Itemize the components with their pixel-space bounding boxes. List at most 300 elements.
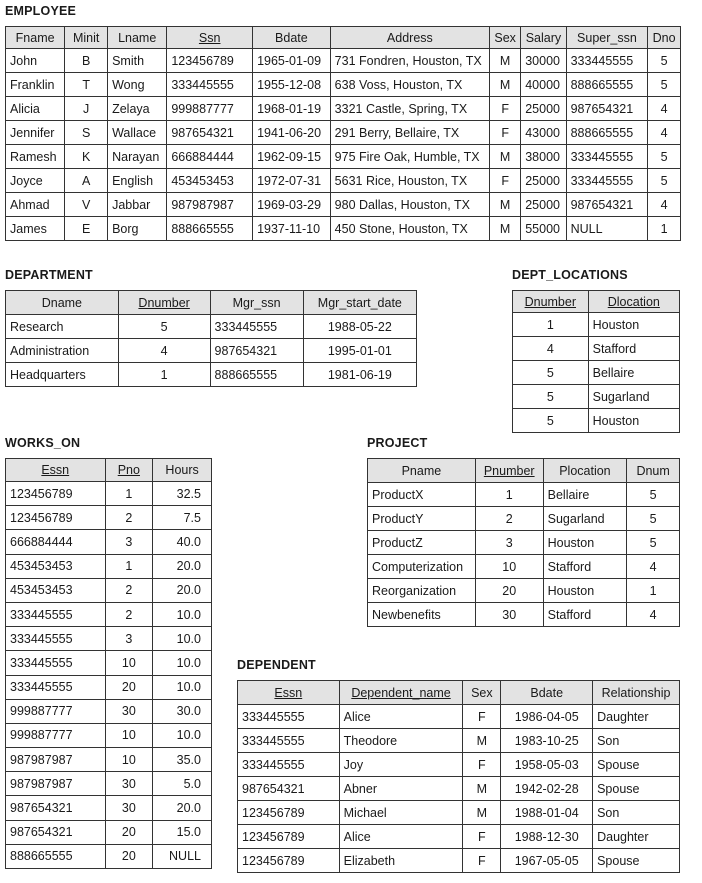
- project-row: [368, 507, 680, 531]
- dependent-cell: 1983-10-25: [501, 729, 593, 753]
- works-on-row: [6, 772, 212, 796]
- employee-cell: 333445555: [566, 49, 648, 73]
- employee-cell: 333445555: [167, 73, 253, 97]
- project-cell: 2: [475, 507, 543, 531]
- project-cell: ProductX: [368, 483, 476, 507]
- employee-cell: John: [6, 49, 65, 73]
- dependent-row: [238, 801, 680, 825]
- department-cell: Administration: [6, 339, 119, 363]
- dept-locations-cell: Houston: [588, 313, 679, 337]
- works-on-row: [6, 554, 212, 578]
- dependent-cell: 333445555: [238, 729, 340, 753]
- department-cell: 888665555: [210, 363, 303, 387]
- employee-cell: V: [65, 193, 108, 217]
- works-on-cell: 10: [105, 651, 153, 675]
- project-cell: 4: [627, 555, 680, 579]
- employee-cell: 4: [648, 121, 681, 145]
- dependent-row: [238, 753, 680, 777]
- dependent-cell: 1988-12-30: [501, 825, 593, 849]
- employee-cell: 1968-01-19: [253, 97, 331, 121]
- dept-locations-title: DEPT_LOCATIONS: [512, 268, 628, 282]
- works-on-cell: 2: [105, 602, 153, 626]
- works-on-cell: 10.0: [153, 602, 212, 626]
- employee-cell: 999887777: [167, 97, 253, 121]
- project-cell: Sugarland: [543, 507, 627, 531]
- dependent-cell: 123456789: [238, 801, 340, 825]
- dependent-cell: F: [463, 825, 501, 849]
- employee-cell: Borg: [108, 217, 167, 241]
- works-on-row: [6, 627, 212, 651]
- dept-locations-cell: 5: [513, 409, 589, 433]
- project-cell: 5: [627, 531, 680, 555]
- works-on-cell: 987987987: [6, 772, 106, 796]
- project-cell: Houston: [543, 579, 627, 603]
- employee-cell: 38000: [521, 145, 566, 169]
- works-on-row: [6, 844, 212, 868]
- works-on-table: [5, 458, 212, 869]
- works-on-cell: 5.0: [153, 772, 212, 796]
- employee-column-header: Dno: [648, 27, 681, 49]
- dependent-cell: Alice: [339, 825, 463, 849]
- works-on-cell: 30: [105, 699, 153, 723]
- dependent-title: DEPENDENT: [237, 658, 316, 672]
- dependent-row: [238, 705, 680, 729]
- dependent-cell: 1988-01-04: [501, 801, 593, 825]
- project-cell: Bellaire: [543, 483, 627, 507]
- employee-cell: 30000: [521, 49, 566, 73]
- department-title: DEPARTMENT: [5, 268, 93, 282]
- department-table: [5, 290, 417, 387]
- works-on-cell: 123456789: [6, 482, 106, 506]
- department-cell: Headquarters: [6, 363, 119, 387]
- dependent-cell: Alice: [339, 705, 463, 729]
- employee-row: [6, 217, 681, 241]
- project-cell: 5: [627, 483, 680, 507]
- dept-locations-cell: 5: [513, 361, 589, 385]
- employee-table: [5, 26, 681, 241]
- employee-cell: M: [490, 49, 521, 73]
- works-on-cell: 30: [105, 796, 153, 820]
- works-on-row: [6, 602, 212, 626]
- works-on-title: WORKS_ON: [5, 436, 81, 450]
- project-cell: 1: [627, 579, 680, 603]
- works-on-cell: 3: [105, 627, 153, 651]
- employee-column-header: Bdate: [253, 27, 331, 49]
- employee-cell: Zelaya: [108, 97, 167, 121]
- works-on-cell: 453453453: [6, 578, 106, 602]
- project-cell: 3: [475, 531, 543, 555]
- dependent-cell: 1942-02-28: [501, 777, 593, 801]
- employee-cell: Franklin: [6, 73, 65, 97]
- employee-header-row: [6, 27, 681, 49]
- employee-cell: 1965-01-09: [253, 49, 331, 73]
- employee-cell: 55000: [521, 217, 566, 241]
- works-on-cell: 20: [105, 844, 153, 868]
- dept-locations-row: [513, 337, 680, 361]
- employee-cell: S: [65, 121, 108, 145]
- project-column-header: Dnum: [627, 459, 680, 483]
- dept-locations-cell: 4: [513, 337, 589, 361]
- employee-cell: 450 Stone, Houston, TX: [330, 217, 489, 241]
- employee-cell: 25000: [521, 169, 566, 193]
- dependent-cell: Daughter: [593, 825, 680, 849]
- dependent-cell: Daughter: [593, 705, 680, 729]
- project-cell: 20: [475, 579, 543, 603]
- dept-locations-table: [512, 290, 680, 433]
- employee-cell: E: [65, 217, 108, 241]
- department-cell: 1988-05-22: [303, 315, 416, 339]
- employee-row: [6, 145, 681, 169]
- project-row: [368, 579, 680, 603]
- department-column-header: Mgr_start_date: [303, 291, 416, 315]
- employee-cell: F: [490, 97, 521, 121]
- project-row: [368, 483, 680, 507]
- employee-cell: 1937-11-10: [253, 217, 331, 241]
- employee-cell: 43000: [521, 121, 566, 145]
- works-on-cell: 1: [105, 554, 153, 578]
- works-on-cell: 35.0: [153, 748, 212, 772]
- dependent-row: [238, 777, 680, 801]
- works-on-cell: 15.0: [153, 820, 212, 844]
- dept-locations-row: [513, 361, 680, 385]
- works-on-cell: 20: [105, 820, 153, 844]
- works-on-cell: 20.0: [153, 796, 212, 820]
- dept-locations-column-header: Dlocation: [588, 291, 679, 313]
- department-row: [6, 339, 417, 363]
- works-on-row: [6, 578, 212, 602]
- department-column-header: Dname: [6, 291, 119, 315]
- employee-title: EMPLOYEE: [5, 4, 77, 18]
- works-on-row: [6, 506, 212, 530]
- works-on-row: [6, 796, 212, 820]
- project-cell: 5: [627, 507, 680, 531]
- project-cell: Stafford: [543, 555, 627, 579]
- works-on-cell: 333445555: [6, 651, 106, 675]
- employee-cell: 888665555: [566, 121, 648, 145]
- employee-cell: 1: [648, 217, 681, 241]
- works-on-cell: 40.0: [153, 530, 212, 554]
- employee-column-header: Salary: [521, 27, 566, 49]
- employee-column-header: Lname: [108, 27, 167, 49]
- dept-locations-column-header: Dnumber: [513, 291, 589, 313]
- works-on-cell: NULL: [153, 844, 212, 868]
- employee-cell: T: [65, 73, 108, 97]
- project-row: [368, 555, 680, 579]
- employee-cell: M: [490, 193, 521, 217]
- employee-column-header: Address: [330, 27, 489, 49]
- employee-cell: 5: [648, 49, 681, 73]
- employee-cell: Wallace: [108, 121, 167, 145]
- department-row: [6, 363, 417, 387]
- works-on-cell: 666884444: [6, 530, 106, 554]
- project-cell: 1: [475, 483, 543, 507]
- employee-cell: 888665555: [566, 73, 648, 97]
- dependent-cell: Spouse: [593, 753, 680, 777]
- works-on-cell: 987987987: [6, 748, 106, 772]
- dependent-table: [237, 680, 680, 873]
- dependent-cell: F: [463, 705, 501, 729]
- dependent-column-header: Relationship: [593, 681, 680, 705]
- employee-cell: 123456789: [167, 49, 253, 73]
- works-on-cell: 10.0: [153, 627, 212, 651]
- dependent-cell: Abner: [339, 777, 463, 801]
- works-on-cell: 30: [105, 772, 153, 796]
- employee-cell: J: [65, 97, 108, 121]
- dept-locations-row: [513, 313, 680, 337]
- employee-cell: F: [490, 121, 521, 145]
- project-cell: 4: [627, 603, 680, 627]
- works-on-header-row: [6, 459, 212, 482]
- employee-cell: 888665555: [167, 217, 253, 241]
- dependent-column-header: Dependent_name: [339, 681, 463, 705]
- dependent-cell: Son: [593, 801, 680, 825]
- department-cell: Research: [6, 315, 119, 339]
- employee-cell: 5: [648, 145, 681, 169]
- dependent-cell: M: [463, 777, 501, 801]
- works-on-cell: 987654321: [6, 820, 106, 844]
- department-cell: 1981-06-19: [303, 363, 416, 387]
- project-cell: Computerization: [368, 555, 476, 579]
- employee-cell: 638 Voss, Houston, TX: [330, 73, 489, 97]
- employee-row: [6, 169, 681, 193]
- dependent-cell: 1967-05-05: [501, 849, 593, 873]
- works-on-row: [6, 820, 212, 844]
- employee-column-header: Sex: [490, 27, 521, 49]
- employee-cell: M: [490, 73, 521, 97]
- dependent-cell: 333445555: [238, 705, 340, 729]
- employee-cell: 987654321: [566, 193, 648, 217]
- employee-column-header: Fname: [6, 27, 65, 49]
- works-on-row: [6, 723, 212, 747]
- department-header-row: [6, 291, 417, 315]
- employee-cell: 3321 Castle, Spring, TX: [330, 97, 489, 121]
- dept-locations-header-row: [513, 291, 680, 313]
- dependent-cell: Spouse: [593, 849, 680, 873]
- employee-cell: 1972-07-31: [253, 169, 331, 193]
- project-column-header: Pnumber: [475, 459, 543, 483]
- employee-cell: James: [6, 217, 65, 241]
- employee-cell: Joyce: [6, 169, 65, 193]
- dependent-cell: 123456789: [238, 825, 340, 849]
- works-on-cell: 3: [105, 530, 153, 554]
- department-cell: 333445555: [210, 315, 303, 339]
- dependent-header-row: [238, 681, 680, 705]
- employee-cell: 1941-06-20: [253, 121, 331, 145]
- dependent-cell: F: [463, 753, 501, 777]
- dept-locations-cell: Stafford: [588, 337, 679, 361]
- works-on-cell: 2: [105, 578, 153, 602]
- dependent-cell: 1958-05-03: [501, 753, 593, 777]
- works-on-column-header: Pno: [105, 459, 153, 482]
- works-on-row: [6, 651, 212, 675]
- employee-cell: 987654321: [167, 121, 253, 145]
- employee-cell: 5: [648, 169, 681, 193]
- department-cell: 4: [118, 339, 210, 363]
- employee-cell: 333445555: [566, 145, 648, 169]
- works-on-cell: 987654321: [6, 796, 106, 820]
- project-cell: 10: [475, 555, 543, 579]
- employee-cell: F: [490, 169, 521, 193]
- works-on-cell: 20: [105, 675, 153, 699]
- department-cell: 1: [118, 363, 210, 387]
- dependent-column-header: Sex: [463, 681, 501, 705]
- works-on-cell: 10.0: [153, 723, 212, 747]
- employee-cell: Jennifer: [6, 121, 65, 145]
- dept-locations-row: [513, 409, 680, 433]
- employee-cell: NULL: [566, 217, 648, 241]
- dependent-column-header: Bdate: [501, 681, 593, 705]
- works-on-cell: 999887777: [6, 699, 106, 723]
- project-header-row: [368, 459, 680, 483]
- dependent-cell: Theodore: [339, 729, 463, 753]
- employee-cell: 980 Dallas, Houston, TX: [330, 193, 489, 217]
- project-table: [367, 458, 680, 627]
- works-on-cell: 30.0: [153, 699, 212, 723]
- employee-cell: 987987987: [167, 193, 253, 217]
- works-on-row: [6, 748, 212, 772]
- employee-row: [6, 49, 681, 73]
- employee-cell: A: [65, 169, 108, 193]
- employee-cell: Ahmad: [6, 193, 65, 217]
- employee-cell: Alicia: [6, 97, 65, 121]
- employee-row: [6, 193, 681, 217]
- employee-cell: 731 Fondren, Houston, TX: [330, 49, 489, 73]
- dept-locations-cell: Bellaire: [588, 361, 679, 385]
- project-title: PROJECT: [367, 436, 428, 450]
- employee-cell: 1969-03-29: [253, 193, 331, 217]
- employee-cell: 1962-09-15: [253, 145, 331, 169]
- works-on-row: [6, 482, 212, 506]
- dependent-cell: 333445555: [238, 753, 340, 777]
- project-row: [368, 531, 680, 555]
- dept-locations-row: [513, 385, 680, 409]
- dept-locations-cell: Houston: [588, 409, 679, 433]
- employee-cell: Ramesh: [6, 145, 65, 169]
- works-on-cell: 999887777: [6, 723, 106, 747]
- dependent-row: [238, 729, 680, 753]
- works-on-cell: 10: [105, 723, 153, 747]
- dependent-row: [238, 825, 680, 849]
- department-column-header: Dnumber: [118, 291, 210, 315]
- employee-cell: 25000: [521, 193, 566, 217]
- dept-locations-cell: Sugarland: [588, 385, 679, 409]
- project-cell: ProductZ: [368, 531, 476, 555]
- works-on-cell: 10: [105, 748, 153, 772]
- employee-cell: 25000: [521, 97, 566, 121]
- department-cell: 1995-01-01: [303, 339, 416, 363]
- employee-column-header: Minit: [65, 27, 108, 49]
- employee-row: [6, 121, 681, 145]
- employee-cell: 4: [648, 97, 681, 121]
- dependent-cell: Son: [593, 729, 680, 753]
- dependent-cell: 987654321: [238, 777, 340, 801]
- employee-row: [6, 73, 681, 97]
- works-on-cell: 32.5: [153, 482, 212, 506]
- department-row: [6, 315, 417, 339]
- employee-cell: 666884444: [167, 145, 253, 169]
- project-column-header: Pname: [368, 459, 476, 483]
- employee-cell: B: [65, 49, 108, 73]
- employee-cell: 4: [648, 193, 681, 217]
- dependent-cell: Michael: [339, 801, 463, 825]
- works-on-cell: 123456789: [6, 506, 106, 530]
- employee-cell: 333445555: [566, 169, 648, 193]
- dependent-cell: Joy: [339, 753, 463, 777]
- employee-cell: 5: [648, 73, 681, 97]
- works-on-cell: 10.0: [153, 651, 212, 675]
- dependent-cell: M: [463, 801, 501, 825]
- works-on-cell: 333445555: [6, 675, 106, 699]
- works-on-cell: 1: [105, 482, 153, 506]
- employee-cell: 5631 Rice, Houston, TX: [330, 169, 489, 193]
- dependent-cell: 1986-04-05: [501, 705, 593, 729]
- project-cell: Reorganization: [368, 579, 476, 603]
- employee-cell: Smith: [108, 49, 167, 73]
- dependent-cell: Elizabeth: [339, 849, 463, 873]
- project-row: [368, 603, 680, 627]
- employee-column-header: Ssn: [167, 27, 253, 49]
- works-on-row: [6, 530, 212, 554]
- works-on-cell: 2: [105, 506, 153, 530]
- works-on-cell: 20.0: [153, 578, 212, 602]
- works-on-cell: 333445555: [6, 627, 106, 651]
- department-cell: 5: [118, 315, 210, 339]
- employee-cell: Jabbar: [108, 193, 167, 217]
- employee-cell: 291 Berry, Bellaire, TX: [330, 121, 489, 145]
- employee-cell: K: [65, 145, 108, 169]
- works-on-cell: 10.0: [153, 675, 212, 699]
- works-on-column-header: Hours: [153, 459, 212, 482]
- employee-row: [6, 97, 681, 121]
- dependent-cell: M: [463, 729, 501, 753]
- project-cell: Stafford: [543, 603, 627, 627]
- department-column-header: Mgr_ssn: [210, 291, 303, 315]
- works-on-column-header: Essn: [6, 459, 106, 482]
- works-on-cell: 333445555: [6, 602, 106, 626]
- employee-cell: 453453453: [167, 169, 253, 193]
- works-on-cell: 453453453: [6, 554, 106, 578]
- works-on-cell: 20.0: [153, 554, 212, 578]
- employee-cell: Wong: [108, 73, 167, 97]
- employee-cell: English: [108, 169, 167, 193]
- dependent-column-header: Essn: [238, 681, 340, 705]
- works-on-cell: 7.5: [153, 506, 212, 530]
- employee-cell: 40000: [521, 73, 566, 97]
- project-column-header: Plocation: [543, 459, 627, 483]
- employee-column-header: Super_ssn: [566, 27, 648, 49]
- dept-locations-cell: 1: [513, 313, 589, 337]
- employee-cell: 1955-12-08: [253, 73, 331, 97]
- dependent-row: [238, 849, 680, 873]
- project-cell: Houston: [543, 531, 627, 555]
- project-cell: Newbenefits: [368, 603, 476, 627]
- employee-cell: Narayan: [108, 145, 167, 169]
- works-on-row: [6, 675, 212, 699]
- works-on-cell: 888665555: [6, 844, 106, 868]
- dept-locations-cell: 5: [513, 385, 589, 409]
- dependent-cell: F: [463, 849, 501, 873]
- employee-cell: 987654321: [566, 97, 648, 121]
- employee-cell: M: [490, 217, 521, 241]
- dependent-cell: Spouse: [593, 777, 680, 801]
- department-cell: 987654321: [210, 339, 303, 363]
- project-cell: ProductY: [368, 507, 476, 531]
- project-cell: 30: [475, 603, 543, 627]
- dependent-cell: 123456789: [238, 849, 340, 873]
- employee-cell: 975 Fire Oak, Humble, TX: [330, 145, 489, 169]
- employee-cell: M: [490, 145, 521, 169]
- works-on-row: [6, 699, 212, 723]
